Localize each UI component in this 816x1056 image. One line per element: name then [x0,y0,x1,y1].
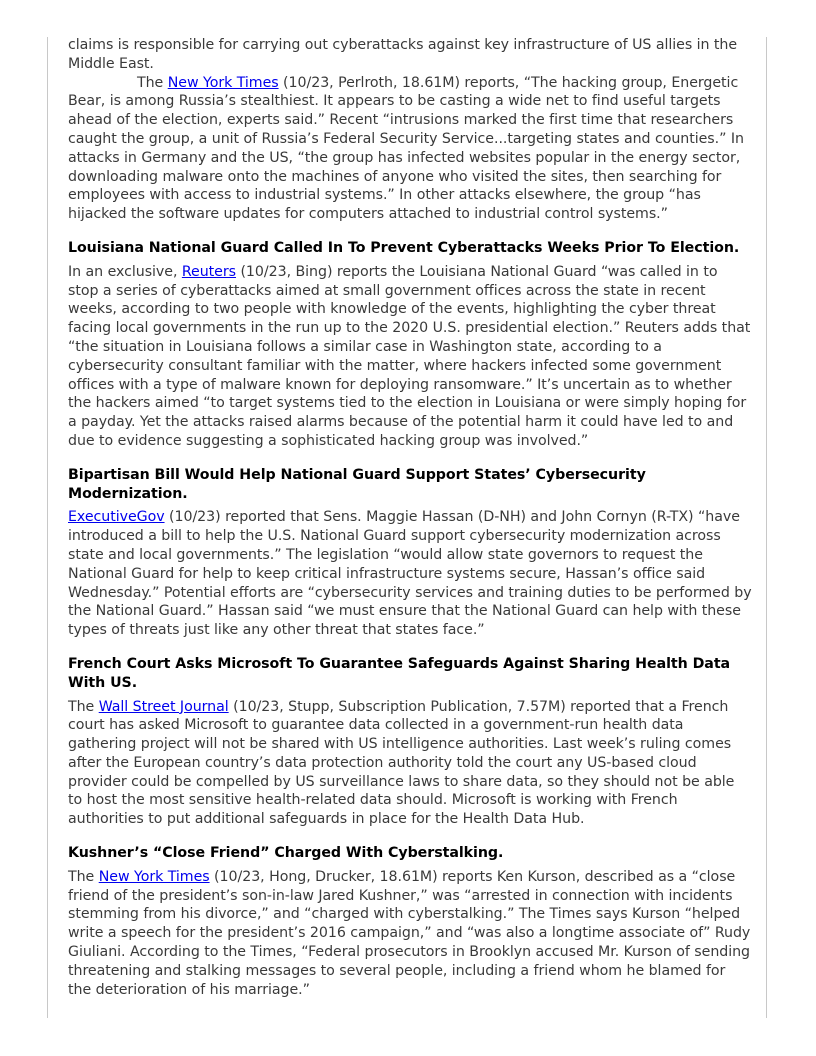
intro-paragraph-continued: claims is responsible for carrying out cyberattacks against key infrastructure of US allies in the Middle East. [68,37,738,72]
story-body-text: (10/23, Stupp, Subscription Publication, 7.57M) reported that a French court has asked Microsoft to guarantee data collected in a government-run health data gathering project will not be shared with US intelligence authorities. Last week’s ruling comes after the European country’s data protection authority told the court any US-based cloud provider could be compelled by US surveillance laws to share data, so they should not be able to host the most sensitive health-related data should. Microsoft is working with French authorities to put additional safeguards in place for the Health Data Hub. [68,698,735,828]
story-headline: Louisiana National Guard Called In To Prevent Cyberattacks Weeks Prior To Election. [68,239,740,256]
source-link-nyt[interactable]: New York Times [98,868,210,885]
source-link-wsj[interactable]: Wall Street Journal [98,698,229,715]
story-body [68,698,752,830]
story-headline: Bipartisan Bill Would Help National Guard Support States’ Cybersecurity Modernization. [68,466,646,502]
source-prefix: The [68,868,99,885]
story-body [68,868,752,1000]
story-body [68,263,752,451]
source-prefix: The [68,698,99,715]
source-prefix: In an exclusive, [68,263,182,280]
story-louisiana [68,239,752,451]
story-headline: French Court Asks Microsoft To Guarantee Safeguards Against Sharing Health Data With US. [68,655,731,691]
story-french-court [68,655,752,829]
newsletter-content [68,36,752,999]
source-link-nyt[interactable]: New York Times [167,74,279,91]
story-body-text: (10/23, Perlroth, 18.61M) reports, “The hacking group, Energetic Bear, is among Russia’s stealthiest. It appears to be casting a wide net to find useful targets ahead of the election, experts said.” Recent “intrusions marked the first time that researchers caught the group, a unit of Russia’s Federal Security Service...targeting states and counties.” In attacks in Germany and the US, “the group has infected websites popular in the energy sector, downloading malware onto the machines of anyone who visited the sites, then searching for employees with access to industrial systems.” In other attacks elsewhere, the group “has hijacked the software updates for computers attached to industrial control systems.” [68,74,744,223]
story-bipartisan-bill [68,466,752,640]
story-body [68,508,752,640]
source-link-executivegov[interactable]: ExecutiveGov [68,509,165,526]
story-body-text: (10/23) reported that Sens. Maggie Hassan (D-NH) and John Cornyn (R-TX) “have introduced a bill to help the U.S. National Guard support cybersecurity modernization across state and local governments.” The legislation “would allow state governors to request the National Guard for help to keep critical infrastructure systems secure, Hassan’s office said Wednesday.” Potential efforts are “cybersecurity services and training duties to be performed by the National Guard.” Hassan said “we must ensure that the National Guard can help with these types of threats just like any other threat that states face.” [68,509,752,639]
intro-paragraph-nyt [68,74,752,224]
source-link-reuters[interactable]: Reuters [181,263,236,280]
story-body-text: (10/23, Hong, Drucker, 18.61M) reports Ken Kurson, described as a “close friend of the president’s son-in-law Jared Kushner,” was “arrested in connection with incidents stemming from his divorce,” and “charged with cyberstalking.” The Times says Kurson “helped write a speech for the president’s 2016 campaign,” and “was also a longtime associate of” Rudy Giuliani. According to the Times, “Federal prosecutors in Brooklyn accused Mr. Kurson of sending threatening and stalking messages to several people, including a friend whom he blamed for the deterioration of his marriage.” [68,868,751,998]
source-prefix: The [137,74,168,91]
story-headline: Kushner’s “Close Friend” Charged With Cyberstalking. [68,845,504,862]
story-body-text: (10/23, Bing) reports the Louisiana National Guard “was called in to stop a series of cyberattacks aimed at small government offices across the state in recent weeks, according to two people with knowledge of the events, highlighting the cyber threat facing local governments in the run up to the 2020 U.S. presidential election.” Reuters adds that “the situation in Louisiana follows a similar case in Washington state, according to a cybersecurity consultant familiar with the matter, where hackers infected some government offices with a type of malware known for deploying ransomware.” It’s uncertain as to whether the hackers aimed “to target systems tied to the election in Louisiana or were simply hoping for a payday. Yet the attacks raised alarms because of the potential harm it could have led to and due to evidence suggesting a sophisticated hacking group was involved.” [68,263,751,449]
story-kushner-friend [68,844,752,999]
